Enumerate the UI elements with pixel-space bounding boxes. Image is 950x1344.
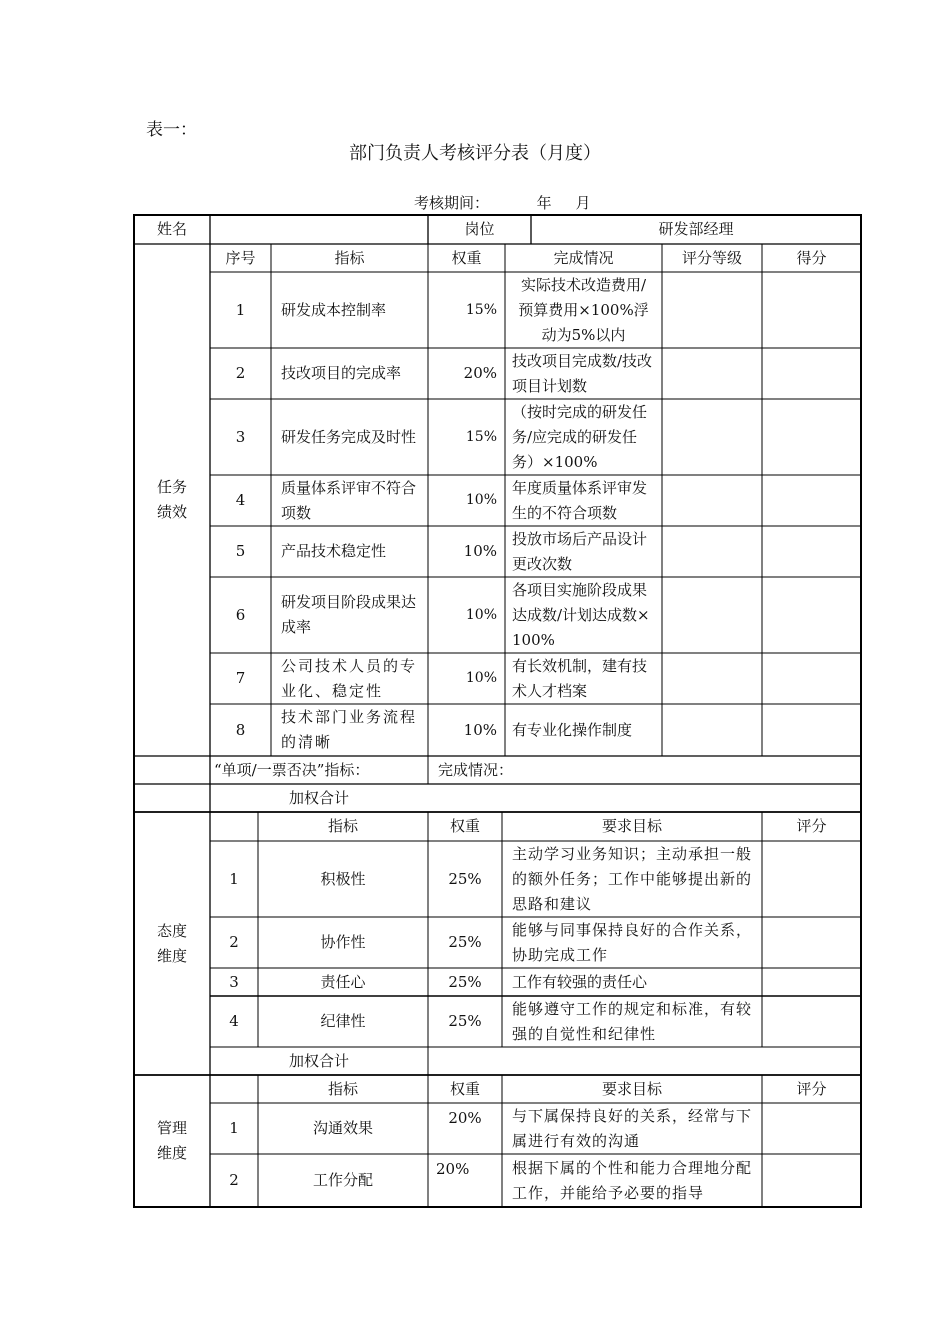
name-label: 姓名 xyxy=(156,220,187,238)
attitude-row-2-score[interactable] xyxy=(762,917,861,968)
task-row-6-completion: 各项目实施阶段成果达成数/计划达成数×100% xyxy=(512,580,650,649)
attitude-row-3-indicator: 责任心 xyxy=(320,972,366,991)
task-row-3-completion: （按时完成的研发任务/应完成的研发任务）×100% xyxy=(512,402,648,471)
management-row-2-indicator: 工作分配 xyxy=(312,1171,373,1189)
task-row-6-grade[interactable] xyxy=(662,577,762,653)
management-row-1-indicator: 沟通效果 xyxy=(312,1119,373,1137)
position-label: 岗位 xyxy=(464,220,495,238)
task-row-7-weight: 10% xyxy=(465,670,497,686)
task-row-8-grade[interactable] xyxy=(662,704,762,756)
attitude-row-1-weight: 25% xyxy=(448,869,482,888)
attitude-row-1-no: 1 xyxy=(229,869,239,888)
task-weighted-total-value[interactable] xyxy=(428,784,861,812)
attitude-row-3-no: 3 xyxy=(229,972,239,991)
task-row-5-grade[interactable] xyxy=(662,526,762,577)
task-row-1-completion: 实际技术改造费用/预算费用×100%浮动为5%以内 xyxy=(518,275,649,344)
task-row-8-score[interactable] xyxy=(762,704,861,756)
col-header-grade: 评分等级 xyxy=(681,248,742,267)
task-row-4-completion: 年度质量体系评审发生的不符合项数 xyxy=(512,478,648,522)
col-header-no: 序号 xyxy=(225,248,256,267)
veto-completion-label: 完成情况： xyxy=(438,760,514,779)
task-row-4-no: 4 xyxy=(235,491,246,509)
management-col-weight: 权重 xyxy=(449,1079,480,1098)
attitude-row-2-target: 能够与同事保持良好的合作关系，协助完成工作 xyxy=(512,920,753,964)
attitude-section-label: 态度 维度 xyxy=(156,921,187,965)
task-row-6-no: 6 xyxy=(235,605,246,624)
assessment-period: 考核期间： 年 月 xyxy=(414,194,591,212)
task-weighted-total-label: 加权合计 xyxy=(288,788,349,807)
management-row-1-target: 与下属保持良好的关系，经常与下属进行有效的沟通 xyxy=(512,1106,753,1150)
task-row-5-indicator: 产品技术稳定性 xyxy=(281,542,387,560)
col-header-completion: 完成情况 xyxy=(553,248,614,267)
task-row-5-weight: 10% xyxy=(463,542,497,560)
task-row-2-grade[interactable] xyxy=(662,348,762,399)
task-row-7-completion: 有长效机制，建有技术人才档案 xyxy=(512,656,648,700)
attitude-row-2-no: 2 xyxy=(229,933,239,951)
task-row-1-grade[interactable] xyxy=(662,272,762,348)
task-row-1-score[interactable] xyxy=(762,272,861,348)
attitude-row-2-weight: 25% xyxy=(448,933,482,951)
task-row-4-indicator: 质量体系评审不符合项数 xyxy=(281,478,417,522)
management-row-1-score[interactable] xyxy=(762,1103,861,1154)
attitude-row-1-indicator: 积极性 xyxy=(320,869,366,888)
attitude-row-4-target: 能够遵守工作的规定和标准，有较强的自觉性和纪律性 xyxy=(512,999,753,1043)
task-row-3-grade[interactable] xyxy=(662,399,762,475)
attitude-col-score: 评分 xyxy=(796,817,827,835)
attitude-col-indicator: 指标 xyxy=(327,817,358,835)
task-row-6-weight: 10% xyxy=(465,606,497,623)
task-row-2-no: 2 xyxy=(235,364,246,382)
management-row-2-weight: 20% xyxy=(436,1160,470,1178)
task-row-3-weight: 15% xyxy=(465,428,497,445)
task-row-2-score[interactable] xyxy=(762,348,861,399)
task-row-1-weight: 15% xyxy=(465,301,497,318)
attitude-row-1-target: 主动学习业务知识；主动承担一般的额外任务；工作中能够提出新的思路和建议 xyxy=(512,844,753,913)
management-col-indicator: 指标 xyxy=(327,1079,358,1098)
task-row-3-indicator: 研发任务完成及时性 xyxy=(281,427,417,446)
attitude-col-weight: 权重 xyxy=(449,817,480,835)
task-section-label: 任务 绩效 xyxy=(156,478,187,521)
management-section-label: 管理 维度 xyxy=(156,1119,187,1162)
task-row-5-completion: 投放市场后产品设计更改次数 xyxy=(512,529,648,573)
task-row-8-weight: 10% xyxy=(463,720,497,739)
task-row-1-no: 1 xyxy=(235,300,246,319)
task-row-6-score[interactable] xyxy=(762,577,861,653)
task-row-3-score[interactable] xyxy=(762,399,861,475)
task-row-5-score[interactable] xyxy=(762,526,861,577)
task-row-1-indicator: 研发成本控制率 xyxy=(281,300,387,319)
task-row-7-no: 7 xyxy=(235,669,246,687)
management-col-target: 要求目标 xyxy=(601,1079,662,1098)
task-row-7-grade[interactable] xyxy=(662,653,762,704)
management-row-1-weight: 20% xyxy=(448,1109,482,1127)
task-row-2-indicator: 技改项目的完成率 xyxy=(281,364,402,382)
attitude-row-1-score[interactable] xyxy=(762,841,861,917)
veto-indicator-label: “单项/一票否决”指标： xyxy=(214,760,370,779)
task-row-6-indicator: 研发项目阶段成果达成率 xyxy=(281,593,417,636)
task-row-7-indicator: 公司技术人员的专业化、稳定性 xyxy=(281,656,418,700)
management-row-2-target: 根据下属的个性和能力合理地分配工作，并能给予必要的指导 xyxy=(512,1158,753,1202)
attitude-row-4-weight: 25% xyxy=(448,1012,482,1030)
management-col-score: 评分 xyxy=(796,1079,827,1098)
task-row-4-grade[interactable] xyxy=(662,475,762,526)
col-header-weight: 权重 xyxy=(451,248,482,267)
attitude-weighted-total-label: 加权合计 xyxy=(288,1051,349,1070)
attitude-col-target: 要求目标 xyxy=(601,817,662,835)
attitude-row-3-target: 工作有较强的责任心 xyxy=(512,972,648,991)
task-row-4-score[interactable] xyxy=(762,475,861,526)
attitude-weighted-total-value[interactable] xyxy=(428,1047,861,1075)
col-header-indicator: 指标 xyxy=(334,248,365,267)
task-row-8-indicator: 技术部门业务流程的清晰 xyxy=(281,708,418,751)
task-row-7-score[interactable] xyxy=(762,653,861,704)
management-row-2-no: 2 xyxy=(229,1171,239,1189)
name-value[interactable] xyxy=(210,215,428,244)
table-label: 表一： xyxy=(146,120,197,140)
attitude-row-3-weight: 25% xyxy=(448,972,482,991)
management-row-2-score[interactable] xyxy=(762,1154,861,1207)
page-title: 部门负责人考核评分表（月度） xyxy=(349,143,601,164)
task-row-3-no: 3 xyxy=(235,427,246,446)
task-row-8-no: 8 xyxy=(235,720,246,739)
attitude-row-2-indicator: 协作性 xyxy=(320,933,366,951)
task-row-2-completion: 技改项目完成数/技改项目计划数 xyxy=(512,351,653,395)
attitude-row-4-no: 4 xyxy=(229,1012,239,1030)
attitude-row-3-score[interactable] xyxy=(762,968,861,996)
management-row-1-no: 1 xyxy=(229,1119,239,1137)
task-row-5-no: 5 xyxy=(235,542,246,560)
task-row-4-weight: 10% xyxy=(465,492,497,508)
attitude-row-4-indicator: 纪律性 xyxy=(320,1012,366,1030)
task-row-2-weight: 20% xyxy=(463,364,497,382)
attitude-row-4-score[interactable] xyxy=(762,996,861,1047)
position-value: 研发部经理 xyxy=(658,220,734,238)
task-row-8-completion: 有专业化操作制度 xyxy=(512,720,633,739)
col-header-score: 得分 xyxy=(796,248,827,267)
